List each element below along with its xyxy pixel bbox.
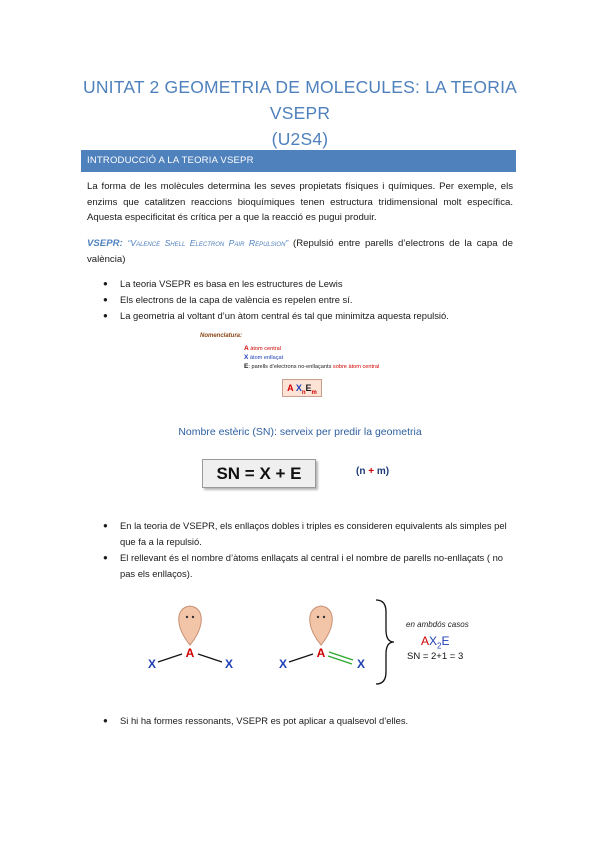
bond-line	[158, 654, 182, 662]
nomenclature-e-text: : parells d’electrons no-enllaçants	[248, 364, 333, 370]
formula-e: E	[305, 383, 312, 393]
atom-x: X	[278, 657, 288, 671]
case-formula-e: E	[441, 634, 450, 648]
list-item-text: En la teoria de VSEPR, els enllaços dobles i triples es consideren equivalents als simples pel que fa a la repulsió.	[120, 520, 507, 547]
nomenclature-x-key: X	[244, 354, 249, 361]
nomenclature-e-key: E	[244, 363, 249, 370]
intro-paragraph: La forma de les molècules determina les seves propietats físiques i químiques. Per exemple, els enzims que catalitzen reaccions bioquímiques tenen estructura tridimensional molt específica. Aquesta especificitat és crítica per a que la reacció es pugui produir.	[87, 181, 513, 223]
bullet-icon: ●	[103, 716, 108, 725]
formula-a: A	[287, 383, 294, 393]
list-item-text: Els electrons de la capa de valència es repelen entre sí.	[120, 294, 353, 305]
electron-dot-icon	[323, 616, 325, 618]
case-formula-a: A	[421, 634, 430, 648]
bullet-list-3	[99, 713, 517, 729]
formula-m: m	[311, 389, 317, 396]
nm-open: (n	[356, 466, 369, 477]
nomenclature-x-text: àtom enllaçat	[248, 355, 284, 361]
electron-dot-icon	[317, 616, 319, 618]
nomenclature-a-key: A	[244, 345, 249, 352]
list-item-text: El rellevant és el nombre d’àtoms enllaçats al central i el nombre de parells no-enllaçats ( no pas els enllaços).	[120, 552, 504, 579]
molecule-right	[279, 606, 365, 671]
case-formula-subscript: 2	[437, 641, 442, 651]
bullet-icon: ●	[103, 311, 108, 320]
lone-pair-lobe-icon	[179, 606, 202, 645]
vsepr-full-name: “Valence Shell Electron Pair Repulsion”	[127, 238, 289, 248]
list-item-text: La teoria VSEPR es basa en les estructures de Lewis	[120, 278, 343, 289]
electron-dot-icon	[186, 616, 188, 618]
vsepr-translation: (Repulsió entre parells d’electrons de la capa de valència)	[87, 238, 513, 265]
nomenclature-a-text: àtom central	[248, 346, 282, 352]
bullet-icon: ●	[103, 279, 108, 288]
bond-line	[289, 654, 313, 662]
nm-close: m)	[374, 466, 390, 477]
list-item	[99, 713, 517, 729]
case-formula-x: X	[429, 634, 438, 648]
bullet-icon: ●	[103, 295, 108, 304]
atom-x: X	[147, 657, 157, 671]
nomenclature-title: Nomenclatura:	[200, 333, 243, 339]
atom-a: A	[185, 646, 195, 660]
title-line-1: UNITAT 2 GEOMETRIA DE MOLECULES: LA TEORIA VSEPR	[82, 77, 517, 123]
steric-number-subtitle: Nombre estèric (SN): serveix per predir la geometria	[178, 426, 422, 438]
formula-x: X	[295, 383, 302, 393]
atom-x: X	[356, 657, 366, 671]
curly-brace-icon	[376, 600, 394, 684]
list-item-text: Si hi ha formes ressonants, VSEPR es pot aplicar a qualsevol d’elles.	[120, 715, 409, 726]
nm-plus: +	[368, 466, 375, 477]
double-bond-line	[329, 652, 353, 660]
both-cases-sn: SN = 2+1 = 3	[407, 651, 464, 662]
section-heading: INTRODUCCIÓ A LA TEORIA VSEPR	[81, 150, 516, 172]
bullet-icon: ●	[103, 553, 108, 562]
both-cases-label: en ambdós casos	[406, 620, 469, 629]
bullet-icon: ●	[103, 521, 108, 530]
steric-number-formula: SN = X + E	[202, 459, 316, 488]
nomenclature-e-text-highlight: sobre àtom central	[332, 364, 380, 370]
atom-a: A	[316, 646, 326, 660]
bond-line	[198, 654, 222, 662]
double-bond-line	[328, 656, 352, 664]
formula-n: n	[301, 389, 306, 396]
molecule-left	[148, 606, 233, 671]
list-item-text: La geometria al voltant d’un àtom central és tal que minimitza aquesta repulsió.	[120, 310, 449, 321]
electron-dot-icon	[192, 616, 194, 618]
title-line-2: (U2S4)	[271, 129, 329, 149]
vsepr-acronym: VSEPR:	[87, 238, 123, 249]
lone-pair-lobe-icon	[310, 606, 333, 645]
atom-x: X	[224, 657, 234, 671]
both-cases-formula	[421, 634, 450, 650]
